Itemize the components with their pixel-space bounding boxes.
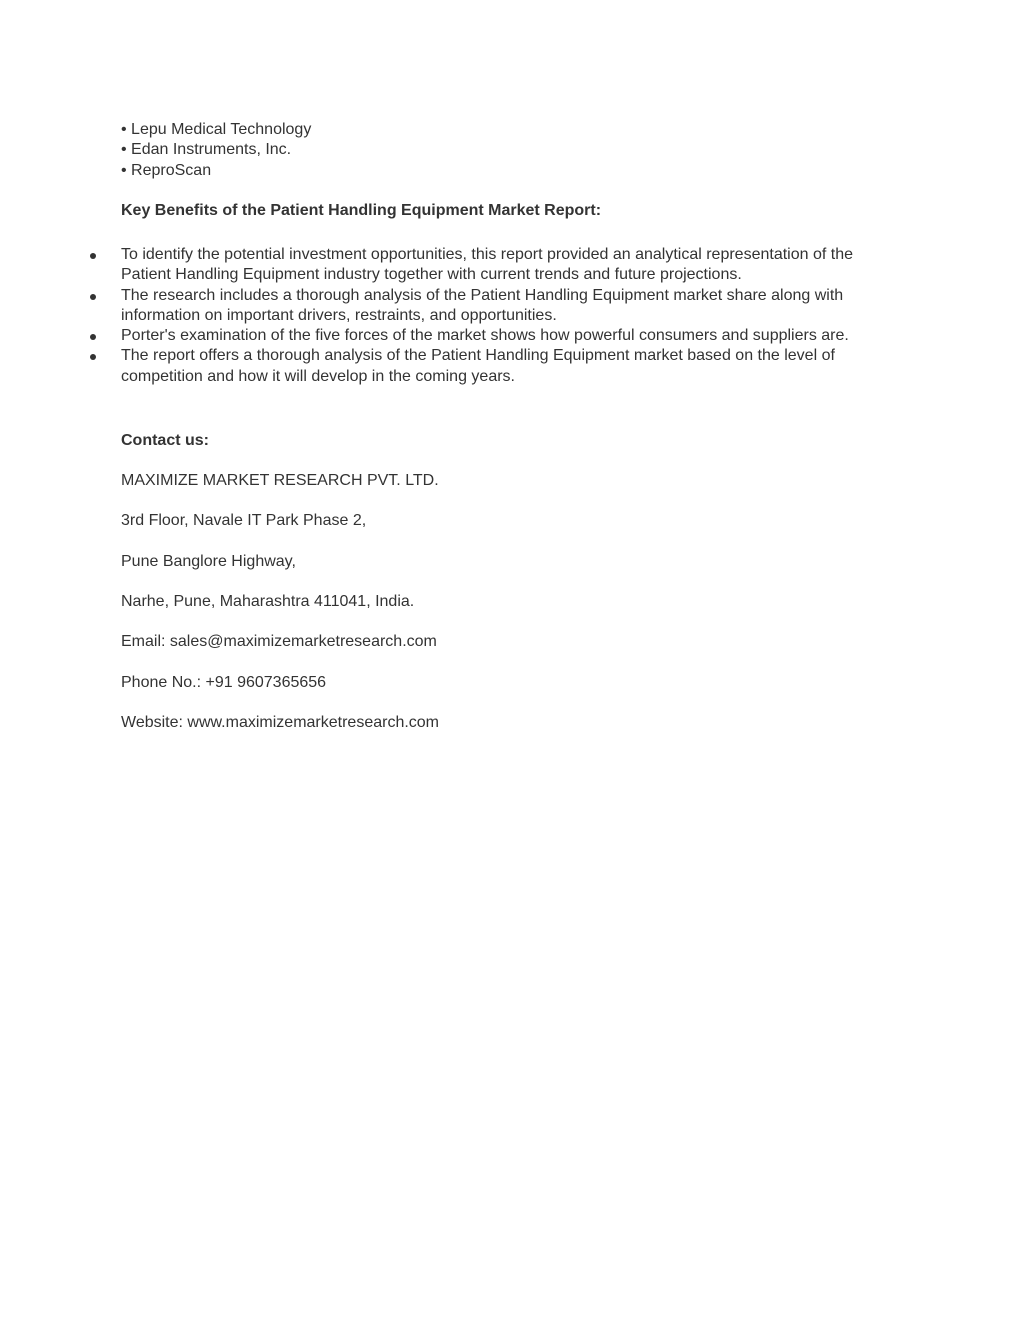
benefit-item — [0, 286, 906, 327]
contact-company: MAXIMIZE MARKET RESEARCH PVT. LTD. — [121, 472, 439, 489]
benefit-text: Porter's examination of the five forces of the market shows how powerful consumers and suppliers are. — [121, 327, 849, 345]
contact-address-line1: 3rd Floor, Navale IT Park Phase 2, — [121, 512, 367, 529]
bullet-icon — [90, 294, 96, 300]
bullet-icon — [90, 334, 96, 340]
contact-email: Email: sales@maximizemarketresearch.com — [121, 633, 437, 650]
bullet-icon — [90, 253, 96, 259]
benefit-item — [0, 346, 906, 387]
company-list — [121, 120, 311, 181]
company-item: • Lepu Medical Technology — [121, 121, 312, 138]
benefits-heading: Key Benefits of the Patient Handling Equipment Market Report: — [121, 202, 602, 219]
contact-address-line3: Narhe, Pune, Maharashtra 411041, India. — [121, 593, 415, 610]
bullet-icon — [90, 354, 96, 360]
contact-phone: Phone No.: +91 9607365656 — [121, 674, 327, 691]
contact-address-line2: Pune Banglore Highway, — [121, 553, 296, 570]
benefit-text: To identify the potential investment opportunities, this report provided an analytical representation of the Patient Handling Equipment industry together with current trends and future projections. — [121, 246, 853, 284]
contact-website: Website: www.maximizemarketresearch.com — [121, 714, 440, 731]
benefits-list — [0, 245, 1024, 387]
company-item: • ReproScan — [121, 161, 212, 179]
company-item: • Edan Instruments, Inc. — [121, 141, 292, 159]
benefit-text: The report offers a thorough analysis of the Patient Handling Equipment market based on the level of competition and how it will develop in the coming years. — [121, 347, 835, 385]
contact-heading: Contact us: — [121, 432, 209, 449]
benefit-item — [0, 245, 906, 286]
benefit-item — [0, 326, 906, 346]
benefit-text: The research includes a thorough analysis of the Patient Handling Equipment market share along with information on important drivers, restraints, and opportunities. — [121, 286, 844, 324]
